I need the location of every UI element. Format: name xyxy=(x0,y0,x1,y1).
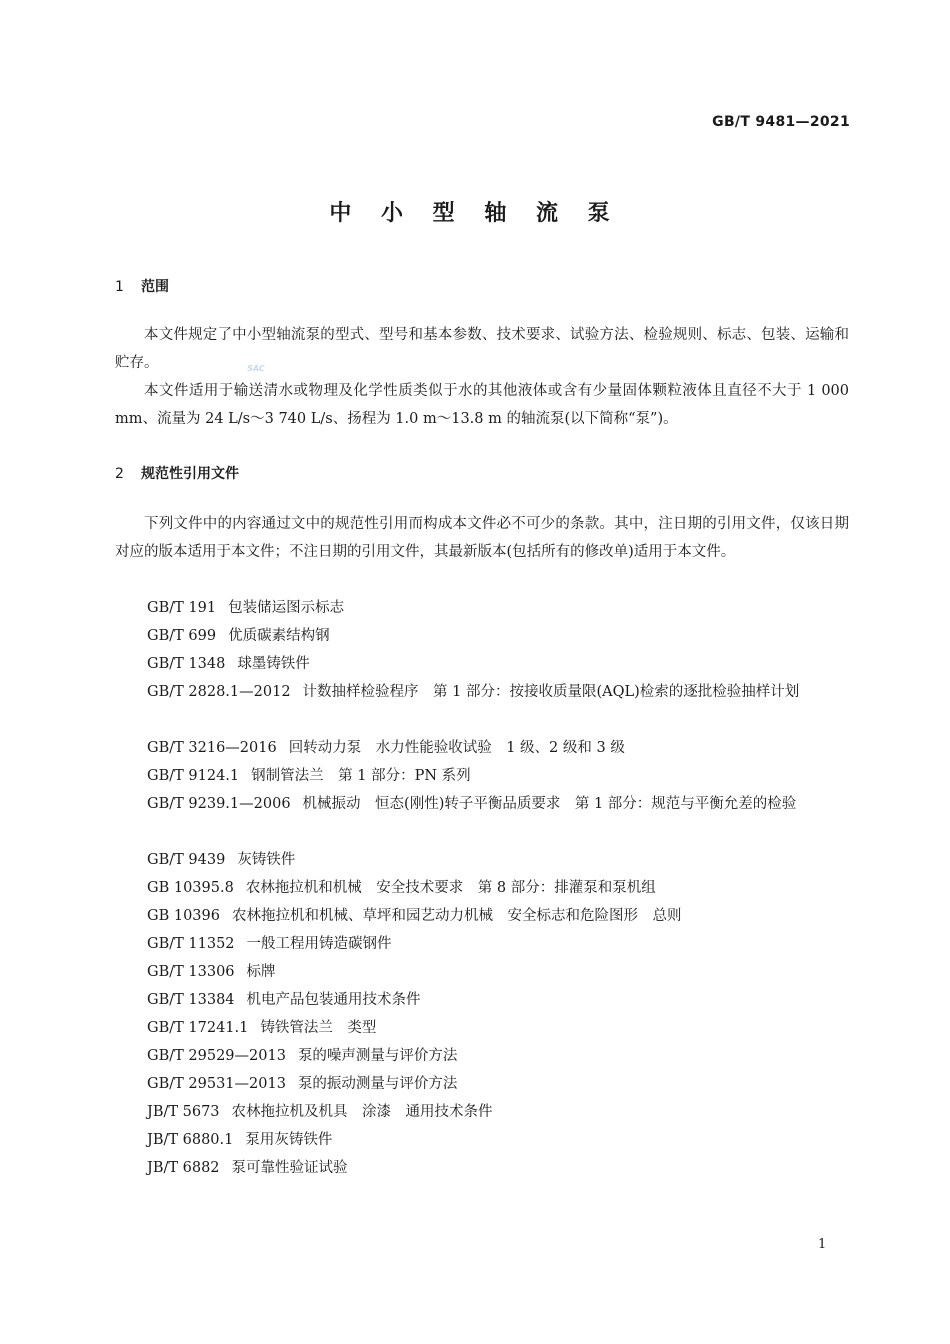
reference-item xyxy=(115,846,849,874)
reference-code: GB/T 1348 xyxy=(147,656,226,672)
reference-item xyxy=(115,762,849,790)
reference-item xyxy=(115,678,849,706)
reference-code: GB/T 191 xyxy=(147,600,217,616)
reference-code: GB/T 13384 xyxy=(147,992,235,1008)
reference-code: GB 10396 xyxy=(147,908,220,924)
reference-title: 钢制管法兰 第 1 部分：PN 系列 xyxy=(251,768,471,784)
reference-item xyxy=(115,1098,849,1126)
reference-title: 回转动力泵 水力性能验收试验 1 级、2 级和 3 级 xyxy=(288,740,625,756)
reference-title: 球墨铸铁件 xyxy=(237,656,310,672)
reference-item xyxy=(115,622,849,650)
reference-title: 计数抽样检验程序 第 1 部分：按接收质量限(AQL)检索的逐批检验抽样计划 xyxy=(302,684,800,700)
scope-paragraph: 本文件适用于输送清水或物理及化学性质类似于水的其他液体或含有少量固体颗粒液体且直径不大于 1 000 mm、流量为 24 L/s～3 740 L/s、扬程为 1.0 m～13.8 m 的轴流泵(以下简称“泵”)。 xyxy=(115,383,849,427)
reference-item xyxy=(115,902,849,930)
reference-title: 泵用灰铸铁件 xyxy=(245,1132,333,1148)
reference-title: 标牌 xyxy=(246,964,276,980)
reference-code: GB/T 29531—2013 xyxy=(147,1076,286,1092)
reference-code: GB/T 3216—2016 xyxy=(147,740,277,756)
references-intro-paragraph: 下列文件中的内容通过文中的规范性引用而构成本文件必不可少的条款。其中，注日期的引用文件，仅该日期对应的版本适用于本文件；不注日期的引用文件，其最新版本(包括所有的修改单)适用于本文件。 xyxy=(115,516,849,560)
reference-code: GB 10395.8 xyxy=(147,880,234,896)
scope-paragraph: 本文件规定了中小型轴流泵的型式、型号和基本参数、技术要求、试验方法、检验规则、标志、包装、运输和贮存。 xyxy=(115,327,849,371)
reference-code: JB/T 5673 xyxy=(147,1104,220,1120)
reference-code: JB/T 6882 xyxy=(147,1160,220,1176)
section-title: 规范性引用文件 xyxy=(141,466,239,482)
reference-item xyxy=(115,734,849,762)
reference-code: GB/T 9239.1—2006 xyxy=(147,796,291,812)
reference-code: JB/T 6880.1 xyxy=(147,1132,234,1148)
section-heading-normative-references xyxy=(115,463,239,483)
reference-item xyxy=(115,1154,849,1182)
page-number: 1 xyxy=(818,1237,827,1252)
reference-title: 铸铁管法兰 类型 xyxy=(260,1020,377,1036)
reference-title: 农林拖拉机及机具 涂漆 通用技术条件 xyxy=(231,1104,493,1120)
reference-code: GB/T 2828.1—2012 xyxy=(147,684,291,700)
reference-code: GB/T 17241.1 xyxy=(147,1020,249,1036)
sac-watermark: SAC xyxy=(247,364,265,373)
reference-title: 泵的振动测量与评价方法 xyxy=(297,1076,458,1092)
reference-title: 农林拖拉机和机械 安全技术要求 第 8 部分：排灌泵和泵机组 xyxy=(245,880,656,896)
reference-item xyxy=(115,790,849,818)
reference-code: GB/T 13306 xyxy=(147,964,235,980)
reference-title: 优质碳素结构钢 xyxy=(228,628,330,644)
section-number: 1 xyxy=(115,279,124,295)
reference-item xyxy=(115,930,849,958)
reference-item xyxy=(115,958,849,986)
reference-title: 农林拖拉机和机械、草坪和园艺动力机械 安全标志和危险图形 总则 xyxy=(231,908,682,924)
reference-title: 包装储运图示标志 xyxy=(228,600,345,616)
reference-item xyxy=(115,594,849,622)
reference-title: 机电产品包装通用技术条件 xyxy=(246,992,421,1008)
reference-code: GB/T 11352 xyxy=(147,936,235,952)
reference-code: GB/T 9124.1 xyxy=(147,768,240,784)
reference-title: 灰铸铁件 xyxy=(237,852,296,868)
reference-code: GB/T 9439 xyxy=(147,852,226,868)
reference-title: 机械振动 恒态(刚性)转子平衡品质要求 第 1 部分：规范与平衡允差的检验 xyxy=(302,796,797,812)
document-title: 中 小 型 轴 流 泵 xyxy=(329,201,621,226)
reference-code: GB/T 699 xyxy=(147,628,217,644)
section-heading-scope xyxy=(115,276,169,296)
reference-code: GB/T 29529—2013 xyxy=(147,1048,286,1064)
reference-item xyxy=(115,1042,849,1070)
reference-item xyxy=(115,650,849,678)
standard-code: GB/T 9481—2021 xyxy=(712,114,850,130)
section-number: 2 xyxy=(115,466,124,482)
reference-item xyxy=(115,1014,849,1042)
reference-title: 泵可靠性验证试验 xyxy=(231,1160,348,1176)
reference-title: 泵的噪声测量与评价方法 xyxy=(297,1048,458,1064)
reference-item xyxy=(115,1070,849,1098)
reference-item xyxy=(115,1126,849,1154)
reference-item xyxy=(115,986,849,1014)
reference-item xyxy=(115,874,849,902)
section-title: 范围 xyxy=(141,279,169,295)
reference-title: 一般工程用铸造碳钢件 xyxy=(246,936,392,952)
